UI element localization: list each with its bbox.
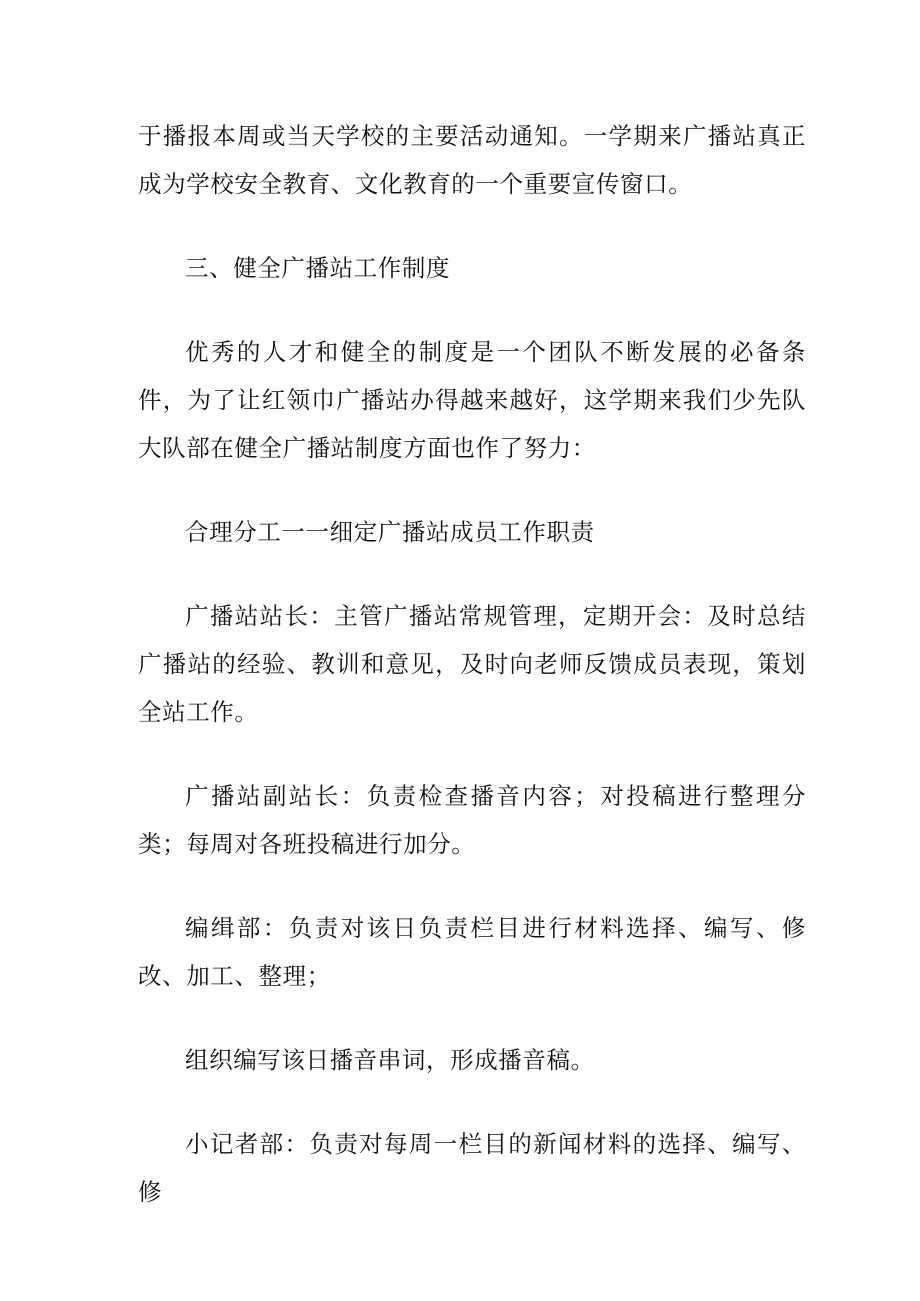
paragraph: 优秀的人才和健全的制度是一个团队不断发展的必备条件，为了让红领巾广播站办得越来越好，这学期来我们少先队大队部在健全广播站制度方面也作了努力： <box>138 338 806 462</box>
paragraph: 组织编写该日播音串词，形成播音稿。 <box>185 1046 595 1074</box>
paragraph-continued: 于播报本周或当天学校的主要活动通知。一学期来广播站真正成为学校安全教育、文化教育的一个重要宣传窗口。 <box>138 122 806 198</box>
section-heading: 三、健全广播站工作制度 <box>185 254 451 282</box>
subheading: 合理分工一一细定广播站成员工作职责 <box>185 518 595 546</box>
body-text <box>138 112 806 1252</box>
paragraph: 广播站副站长：负责检查播音内容；对投稿进行整理分类；每周对各班投稿进行加分。 <box>138 782 806 858</box>
paragraph: 编缉部：负责对该日负责栏目进行材料选择、编写、修改、加工、整理； <box>138 914 806 990</box>
paragraph: 小记者部：负责对每周一栏目的新闻材料的选择、编写、修 <box>138 1130 806 1206</box>
paragraph: 广播站站长：主管广播站常规管理，定期开会：及时总结广播站的经验、教训和意见，及时向老师反馈成员表现，策划全站工作。 <box>138 602 806 726</box>
